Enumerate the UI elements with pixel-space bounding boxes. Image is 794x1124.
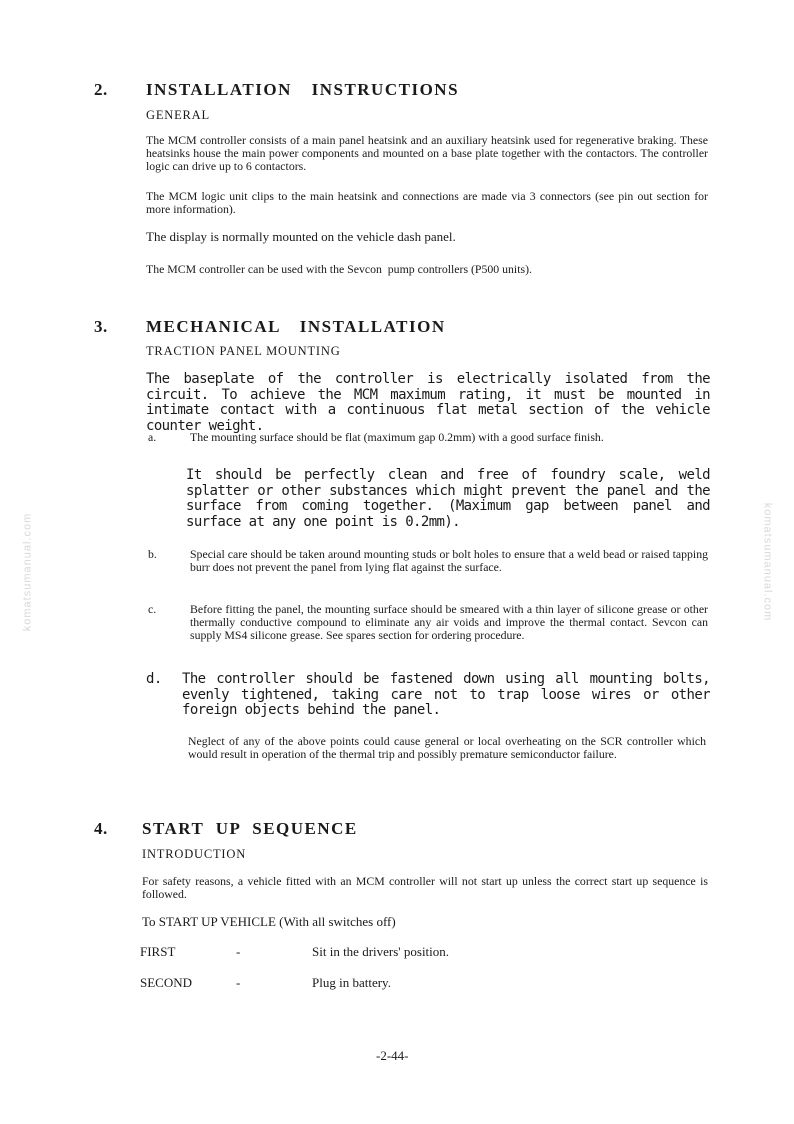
section-4-paragraph-2: To START UP VEHICLE (With all switches off) <box>142 914 396 929</box>
step-label: SECOND <box>140 975 193 990</box>
section-3-paragraph-1: The baseplate of the controller is electrically isolated from the circuit. To achieve the MCM maximum rating, it must be mounted in intimate contact with a continuous flat metal section of the vehicle counter weight. <box>146 371 710 434</box>
step-text: Sit in the drivers' position. <box>312 944 450 959</box>
watermark-right: komatsumanual.com <box>761 502 774 622</box>
page-number: -2-44- <box>376 1048 409 1063</box>
section-4-paragraph-1: For safety reasons, a vehicle fitted with an MCM controller will not start up unless the correct start up sequence is followed. <box>142 874 708 901</box>
neglect-note: Neglect of any of the above points could cause general or local overheating on the SCR controller which would result in operation of the thermal trip and possibly premature semiconductor failure. <box>188 734 706 761</box>
section-2-paragraph-1: The MCM controller consists of a main panel heatsink and an auxiliary heatsink used for regenerative braking. These heatsinks house the main power components and mounted on a base plate together with the contactors. The controller logic can drive up to 6 contactors. <box>146 133 708 173</box>
section-2-number: 2. <box>94 80 108 99</box>
item-b-text: Special care should be taken around mounting studs or bolt holes to ensure that a weld bead or raised tapping burr does not prevent the panel from lying flat against the surface. <box>190 547 708 574</box>
section-4-subheading: INTRODUCTION <box>142 847 247 861</box>
item-a-text-continued: It should be perfectly clean and free of foundry scale, weld splatter or other substances which might prevent the panel and the surface from coming together. (Maximum gap between panel and surface at any one point is 0.2mm). <box>186 467 710 530</box>
section-2-title: INSTALLATION INSTRUCTIONS <box>146 80 460 99</box>
section-3-title: MECHANICAL INSTALLATION <box>146 317 446 336</box>
item-c-label: c. <box>148 602 157 616</box>
item-d-text: The controller should be fastened down using all mounting bolts, evenly tightened, taking care not to trap loose wires or other foreign objects behind the panel. <box>182 671 710 718</box>
section-4-number: 4. <box>94 819 108 838</box>
section-2-paragraph-4: The MCM controller can be used with the Sevcon pump controllers (P500 units). <box>146 262 532 276</box>
section-4-title: START UP SEQUENCE <box>142 819 358 838</box>
watermark-left: komatsumanual.com <box>21 512 34 632</box>
item-c-text: Before fitting the panel, the mounting surface should be smeared with a thin layer of silicone grease or other thermally conductive compound to eliminate any air voids and improve the thermal contact. Sevcon can supply MS4 silicone grease. See spares section for ordering procedure. <box>190 602 708 642</box>
step-label: FIRST <box>140 944 176 959</box>
section-2-paragraph-2: The MCM logic unit clips to the main heatsink and connections are made via 3 connectors (see pin out section for more information). <box>146 189 708 216</box>
section-3-subheading: TRACTION PANEL MOUNTING <box>146 344 341 358</box>
item-a-text: The mounting surface should be flat (maximum gap 0.2mm) with a good surface finish. <box>190 430 604 444</box>
section-2-paragraph-3: The display is normally mounted on the vehicle dash panel. <box>146 229 456 244</box>
step-dash: - <box>236 975 241 990</box>
item-a-label: a. <box>148 430 157 444</box>
item-d-label: d. <box>146 671 162 687</box>
step-text: Plug in battery. <box>312 975 391 990</box>
step-dash: - <box>236 944 241 959</box>
section-3-number: 3. <box>94 317 108 336</box>
item-b-label: b. <box>148 547 157 561</box>
section-2-subheading: GENERAL <box>146 108 210 122</box>
